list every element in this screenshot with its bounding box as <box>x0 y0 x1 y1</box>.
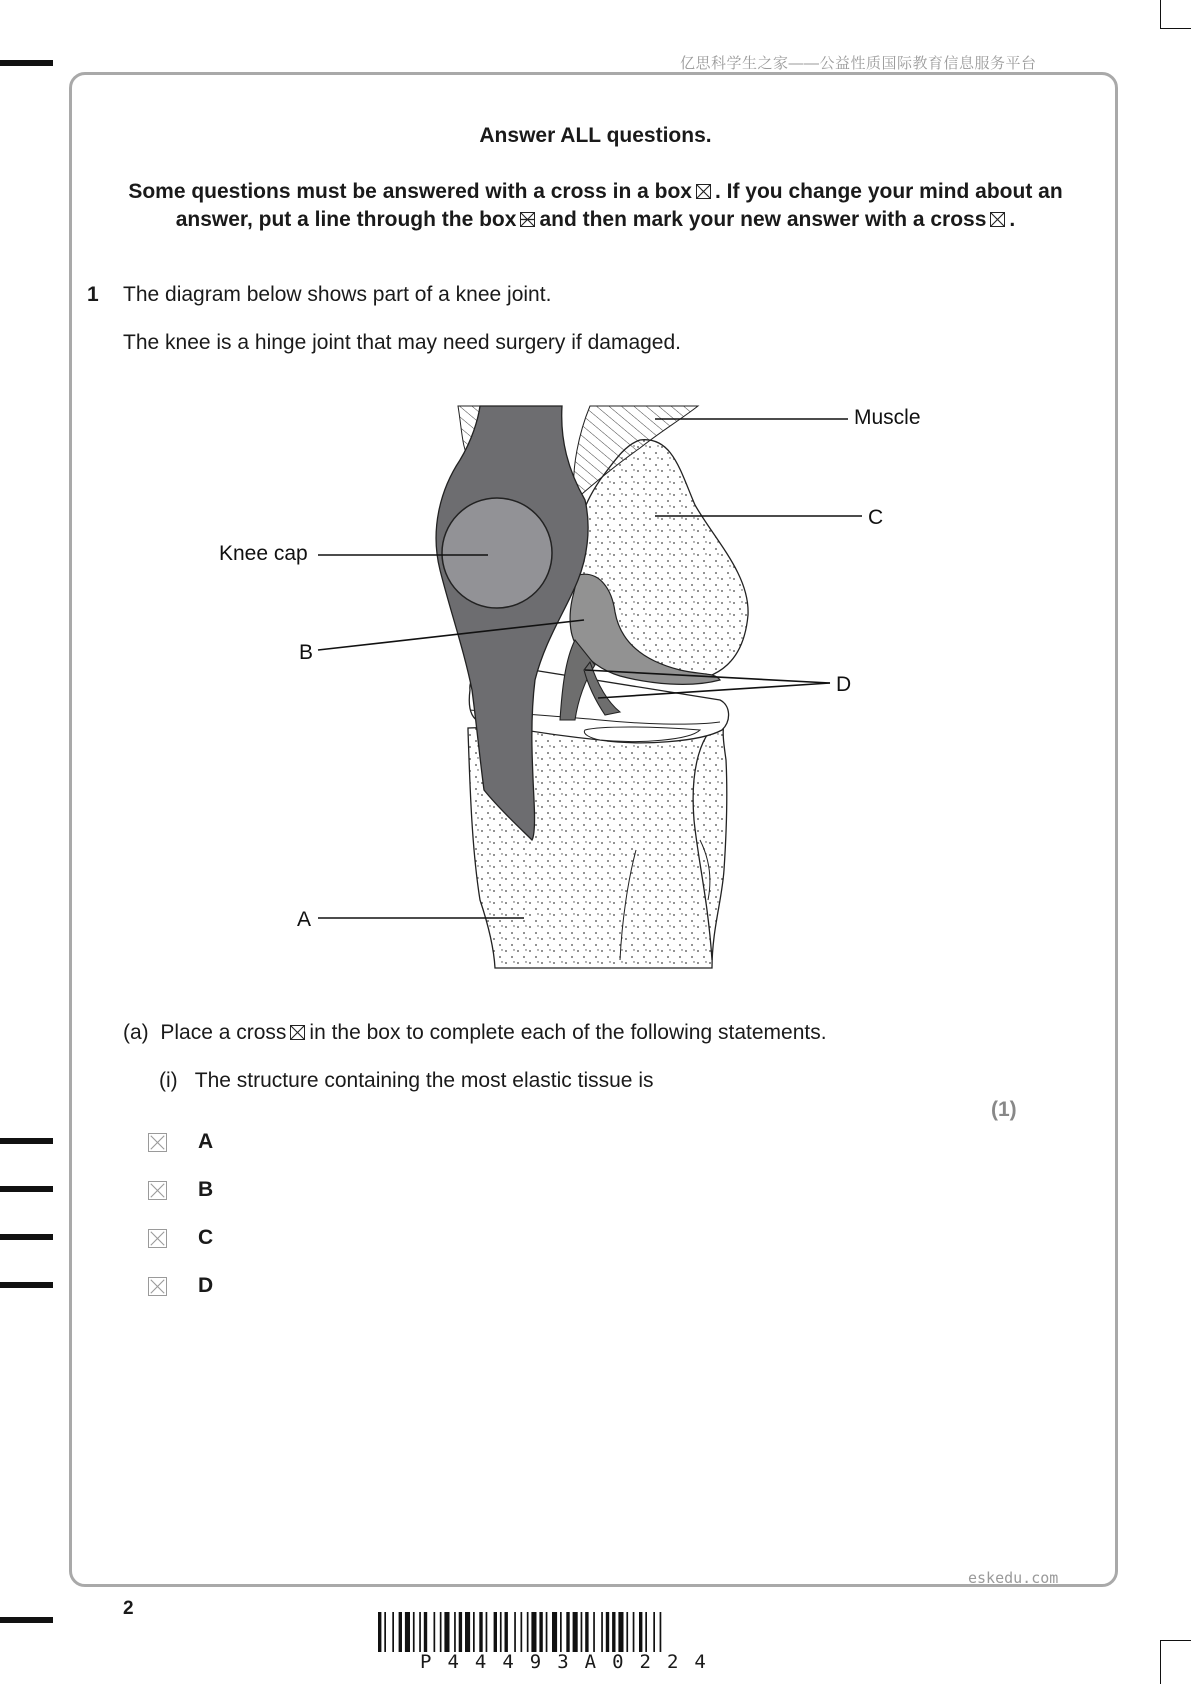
barcode-bar <box>479 1612 482 1652</box>
instructions-text: answer, put a line through the box <box>175 208 517 231</box>
margin-mark <box>0 60 53 66</box>
crop-mark <box>1160 28 1191 29</box>
answer-checkbox[interactable] <box>148 1229 167 1248</box>
label-a: A <box>297 908 312 931</box>
crossed-box-icon <box>290 1025 305 1040</box>
margin-mark <box>0 1282 53 1288</box>
label-b: B <box>299 641 314 664</box>
marks-indicator: (1) <box>991 1098 1017 1121</box>
question-text-line-1: The diagram below shows part of a knee joint. <box>123 283 552 306</box>
barcode-bar <box>531 1612 536 1652</box>
struck-crossed-box-icon <box>520 212 535 227</box>
page-number: 2 <box>123 1598 134 1619</box>
margin-mark <box>0 1617 53 1623</box>
barcode-bar <box>473 1612 475 1652</box>
option-label: C <box>198 1226 214 1249</box>
barcode <box>378 1612 810 1652</box>
option-label: A <box>198 1130 214 1153</box>
sub-i-text: The structure containing the most elastic tissue is <box>194 1069 654 1092</box>
option-b[interactable] <box>148 1175 213 1205</box>
barcode-bar <box>405 1612 410 1652</box>
sub-i-ref: (i) <box>159 1069 178 1092</box>
barcode-bar <box>440 1612 442 1652</box>
part-a-text: Place a cross <box>160 1021 287 1044</box>
option-label: B <box>198 1178 214 1201</box>
label-muscle: Muscle <box>854 406 921 429</box>
barcode-bar <box>552 1612 557 1652</box>
sub-question-i <box>159 1069 654 1093</box>
barcode-bar <box>494 1612 497 1652</box>
question-number: 1 <box>87 283 99 306</box>
option-d[interactable] <box>148 1271 213 1301</box>
option-label: D <box>198 1274 214 1297</box>
barcode-bar <box>601 1612 603 1652</box>
barcode-bar <box>527 1612 529 1652</box>
barcode-bar <box>434 1612 436 1652</box>
instructions-line-2 <box>90 206 1101 234</box>
watermark-top: 亿思科学生之家——公益性质国际教育信息服务平台 <box>680 55 1037 72</box>
barcode-bar <box>413 1612 415 1652</box>
label-d: D <box>836 673 852 696</box>
barcode-bar <box>514 1612 516 1652</box>
margin-mark <box>0 1186 53 1192</box>
option-c[interactable] <box>148 1223 213 1253</box>
crossed-box-icon <box>696 184 711 199</box>
barcode-bar <box>465 1612 470 1652</box>
barcode-bar <box>486 1612 488 1652</box>
knee-cap-shape <box>442 498 552 608</box>
answer-checkbox[interactable] <box>148 1133 167 1152</box>
barcode-bar <box>593 1612 595 1652</box>
answer-checkbox[interactable] <box>148 1277 167 1296</box>
barcode-bar <box>419 1612 421 1652</box>
barcode-bar <box>459 1612 462 1652</box>
barcode-bar <box>566 1612 569 1652</box>
barcode-bar <box>500 1612 502 1652</box>
barcode-bar <box>581 1612 583 1652</box>
barcode-bar <box>653 1612 655 1652</box>
instructions-title: Answer ALL questions. <box>479 124 712 147</box>
barcode-bar <box>505 1612 508 1652</box>
part-a-ref: (a) <box>123 1021 149 1044</box>
barcode-text: P44493A0224 <box>420 1651 722 1673</box>
barcode-bar <box>539 1612 542 1652</box>
barcode-bar <box>618 1612 623 1652</box>
instructions-line-1 <box>90 178 1101 206</box>
barcode-bar <box>573 1612 578 1652</box>
knee-joint-diagram <box>200 398 960 978</box>
margin-mark <box>0 1234 53 1240</box>
question-text-line-2: The knee is a hinge joint that may need surgery if damaged. <box>123 331 681 354</box>
instructions-body <box>90 178 1101 234</box>
watermark-bottom: eskedu.com <box>968 1569 1059 1587</box>
answer-checkbox[interactable] <box>148 1181 167 1200</box>
instructions-text: . If you change your mind about an <box>714 180 1063 203</box>
barcode-bar <box>392 1612 394 1652</box>
barcode-bar <box>444 1612 449 1652</box>
barcode-bar <box>521 1612 523 1652</box>
option-a[interactable] <box>148 1127 213 1157</box>
barcode-bar <box>639 1612 642 1652</box>
crop-mark <box>1160 1640 1161 1684</box>
margin-mark <box>0 1138 53 1144</box>
instructions-text: Some questions must be answered with a cross in a box <box>128 180 692 203</box>
label-knee-cap: Knee cap <box>219 542 308 565</box>
instructions-text: . <box>1009 208 1016 231</box>
part-a-text: in the box to complete each of the following statements. <box>309 1021 827 1044</box>
barcode-bar <box>633 1612 635 1652</box>
barcode-bar <box>378 1612 381 1652</box>
label-c: C <box>868 506 884 529</box>
barcode-bar <box>585 1612 588 1652</box>
crop-mark <box>1160 0 1161 28</box>
barcode-bar <box>606 1612 609 1652</box>
barcode-bar <box>660 1612 662 1652</box>
crop-mark <box>1160 1640 1191 1641</box>
barcode-bar <box>645 1612 647 1652</box>
barcode-bar <box>454 1612 456 1652</box>
barcode-bar <box>560 1612 562 1652</box>
instructions-text: and then mark your new answer with a cross <box>539 208 987 231</box>
barcode-bar <box>546 1612 548 1652</box>
barcode-bar <box>384 1612 386 1652</box>
barcode-bar <box>612 1612 615 1652</box>
barcode-bar <box>626 1612 628 1652</box>
crossed-box-icon <box>990 212 1005 227</box>
barcode-bar <box>424 1612 427 1652</box>
barcode-bar <box>399 1612 402 1652</box>
part-a-prompt <box>123 1021 827 1045</box>
